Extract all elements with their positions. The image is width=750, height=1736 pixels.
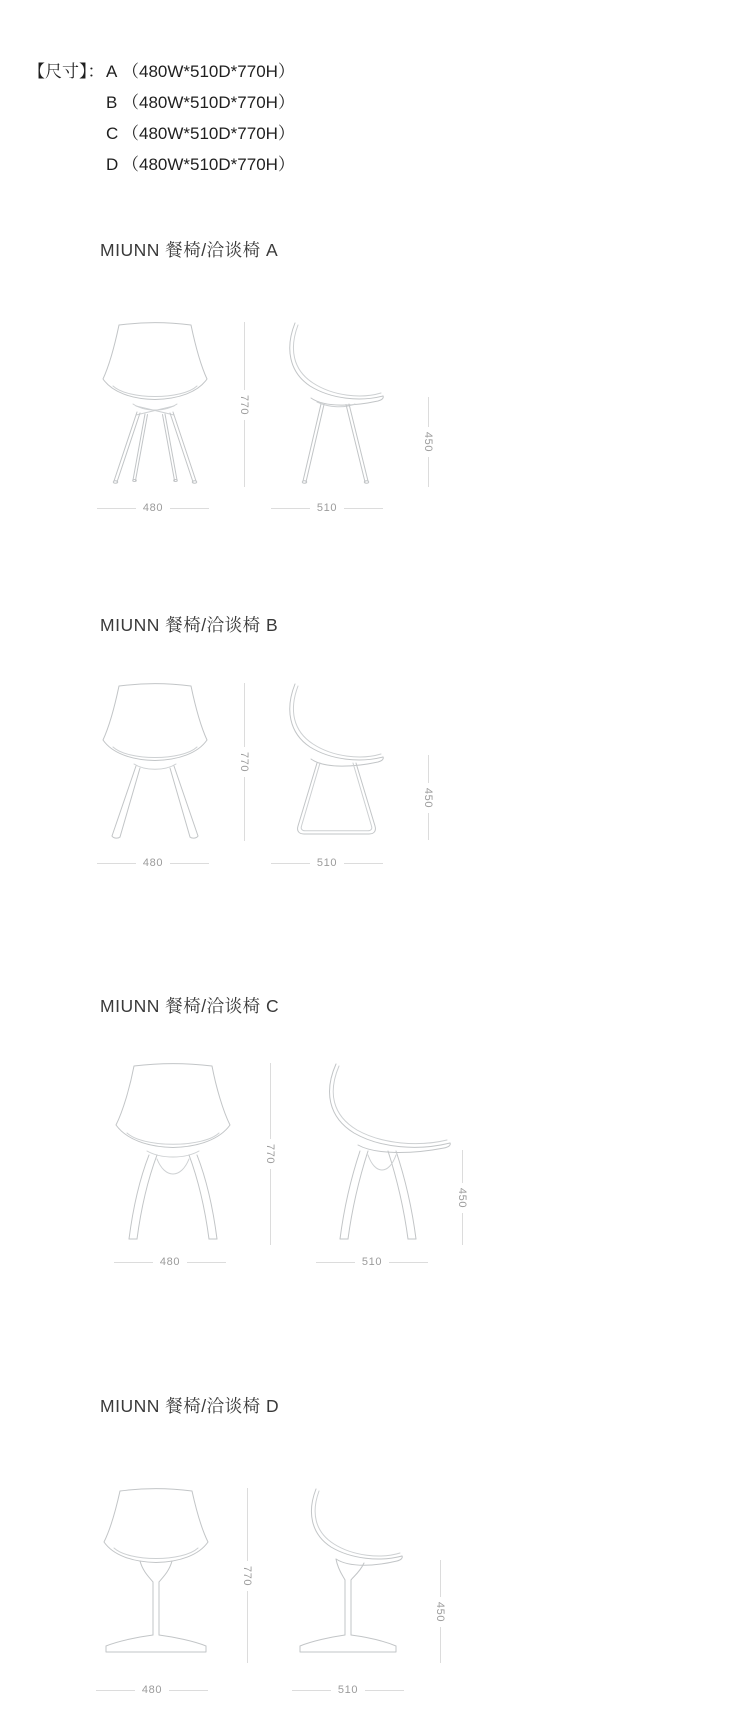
variant-letter: A [106, 62, 118, 81]
dimension-line [440, 1560, 441, 1597]
dimension-line [270, 1063, 271, 1139]
chair-d-side-view-drawing [288, 1488, 406, 1663]
depth-dimension [271, 500, 383, 516]
width-value: 480 [141, 1684, 163, 1696]
variant-letter: D [106, 155, 119, 174]
chair-c-front-view-drawing [113, 1063, 233, 1245]
dimension-line [244, 777, 245, 841]
dimension-line [428, 457, 429, 487]
dimension-line [244, 683, 245, 747]
variant-dimensions: （480W*510D*770H） [122, 155, 295, 174]
size-line [28, 87, 295, 118]
dimension-line [244, 420, 245, 488]
size-header [28, 56, 295, 180]
size-line [28, 56, 295, 87]
size-header-indent [28, 118, 106, 149]
depth-dimension [316, 1254, 428, 1270]
dimension-line [247, 1591, 248, 1664]
dimension-line [170, 508, 209, 509]
dimension-line [462, 1150, 463, 1183]
variant-dimensions: （480W*510D*770H） [122, 62, 295, 81]
section-title: MIUNN 餐椅/洽谈椅 C [100, 996, 280, 1016]
seat-height-value: 450 [456, 1187, 468, 1208]
dimension-line [96, 1690, 135, 1691]
size-line [28, 149, 295, 180]
variant-letter: B [106, 93, 118, 112]
height-value: 770 [238, 751, 250, 773]
dimension-line [428, 813, 429, 841]
chair-b-side-view-drawing [265, 683, 390, 841]
width-value: 480 [142, 502, 164, 514]
size-header-label: 【尺寸】： [28, 62, 105, 81]
seat-height-value: 450 [422, 431, 434, 453]
dimension-line [344, 863, 383, 864]
variant-dimensions: （480W*510D*770H） [122, 124, 295, 143]
seat-height-dimension [451, 1150, 473, 1245]
dimension-line [440, 1627, 441, 1664]
chair-c-side-view-drawing [298, 1063, 460, 1245]
dimension-line [365, 1690, 404, 1691]
chair-section-c [0, 993, 750, 1288]
height-value: 770 [238, 394, 250, 415]
dimension-line [270, 1169, 271, 1245]
size-header-indent [28, 87, 106, 118]
chair-d-front-view-drawing [100, 1488, 212, 1663]
section-title: MIUNN 餐椅/洽谈椅 D [100, 1396, 280, 1416]
depth-value: 510 [361, 1256, 383, 1268]
dimension-line [169, 1690, 208, 1691]
size-header-indent [28, 149, 106, 180]
dimension-line [97, 508, 136, 509]
width-dimension [97, 500, 209, 516]
chair-a-front-view-drawing [100, 322, 210, 487]
width-value: 480 [159, 1256, 181, 1268]
size-line [28, 118, 295, 149]
dimension-line [428, 397, 429, 427]
height-value: 770 [241, 1565, 253, 1586]
dimension-line [114, 1262, 153, 1263]
dimension-line [389, 1262, 428, 1263]
chair-section-b [0, 612, 750, 887]
chair-section-d [0, 1393, 750, 1713]
dimension-line [244, 322, 245, 390]
seat-height-dimension [417, 755, 439, 840]
seat-height-value: 450 [422, 787, 434, 808]
section-title: MIUNN 餐椅/洽谈椅 B [100, 615, 279, 635]
chair-section-a [0, 237, 750, 527]
depth-dimension [292, 1682, 404, 1698]
height-dimension [259, 1063, 281, 1245]
height-dimension [233, 683, 255, 841]
width-value: 480 [142, 857, 164, 869]
depth-value: 510 [337, 1684, 359, 1696]
depth-dimension [271, 855, 383, 871]
depth-value: 510 [316, 857, 338, 869]
dimension-line [271, 863, 310, 864]
dimension-line [428, 755, 429, 783]
dimension-line [187, 1262, 226, 1263]
seat-height-value: 450 [434, 1601, 446, 1622]
width-dimension [96, 1682, 208, 1698]
seat-height-dimension [429, 1560, 451, 1663]
chair-a-side-view-drawing [265, 322, 390, 487]
dimension-line [247, 1488, 248, 1561]
chair-b-front-view-drawing [100, 683, 210, 841]
height-dimension [236, 1488, 258, 1663]
dimension-line [462, 1213, 463, 1246]
dimension-line [316, 1262, 355, 1263]
seat-height-dimension [417, 397, 439, 487]
section-title: MIUNN 餐椅/洽谈椅 A [100, 240, 279, 260]
height-value: 770 [264, 1143, 276, 1165]
dimension-line [97, 863, 136, 864]
dimension-line [292, 1690, 331, 1691]
dimension-line [170, 863, 209, 864]
dimension-line [271, 508, 310, 509]
depth-value: 510 [316, 502, 338, 514]
variant-dimensions: （480W*510D*770H） [122, 93, 295, 112]
width-dimension [114, 1254, 226, 1270]
height-dimension [233, 322, 255, 487]
dimension-line [344, 508, 383, 509]
width-dimension [97, 855, 209, 871]
variant-letter: C [106, 124, 119, 143]
